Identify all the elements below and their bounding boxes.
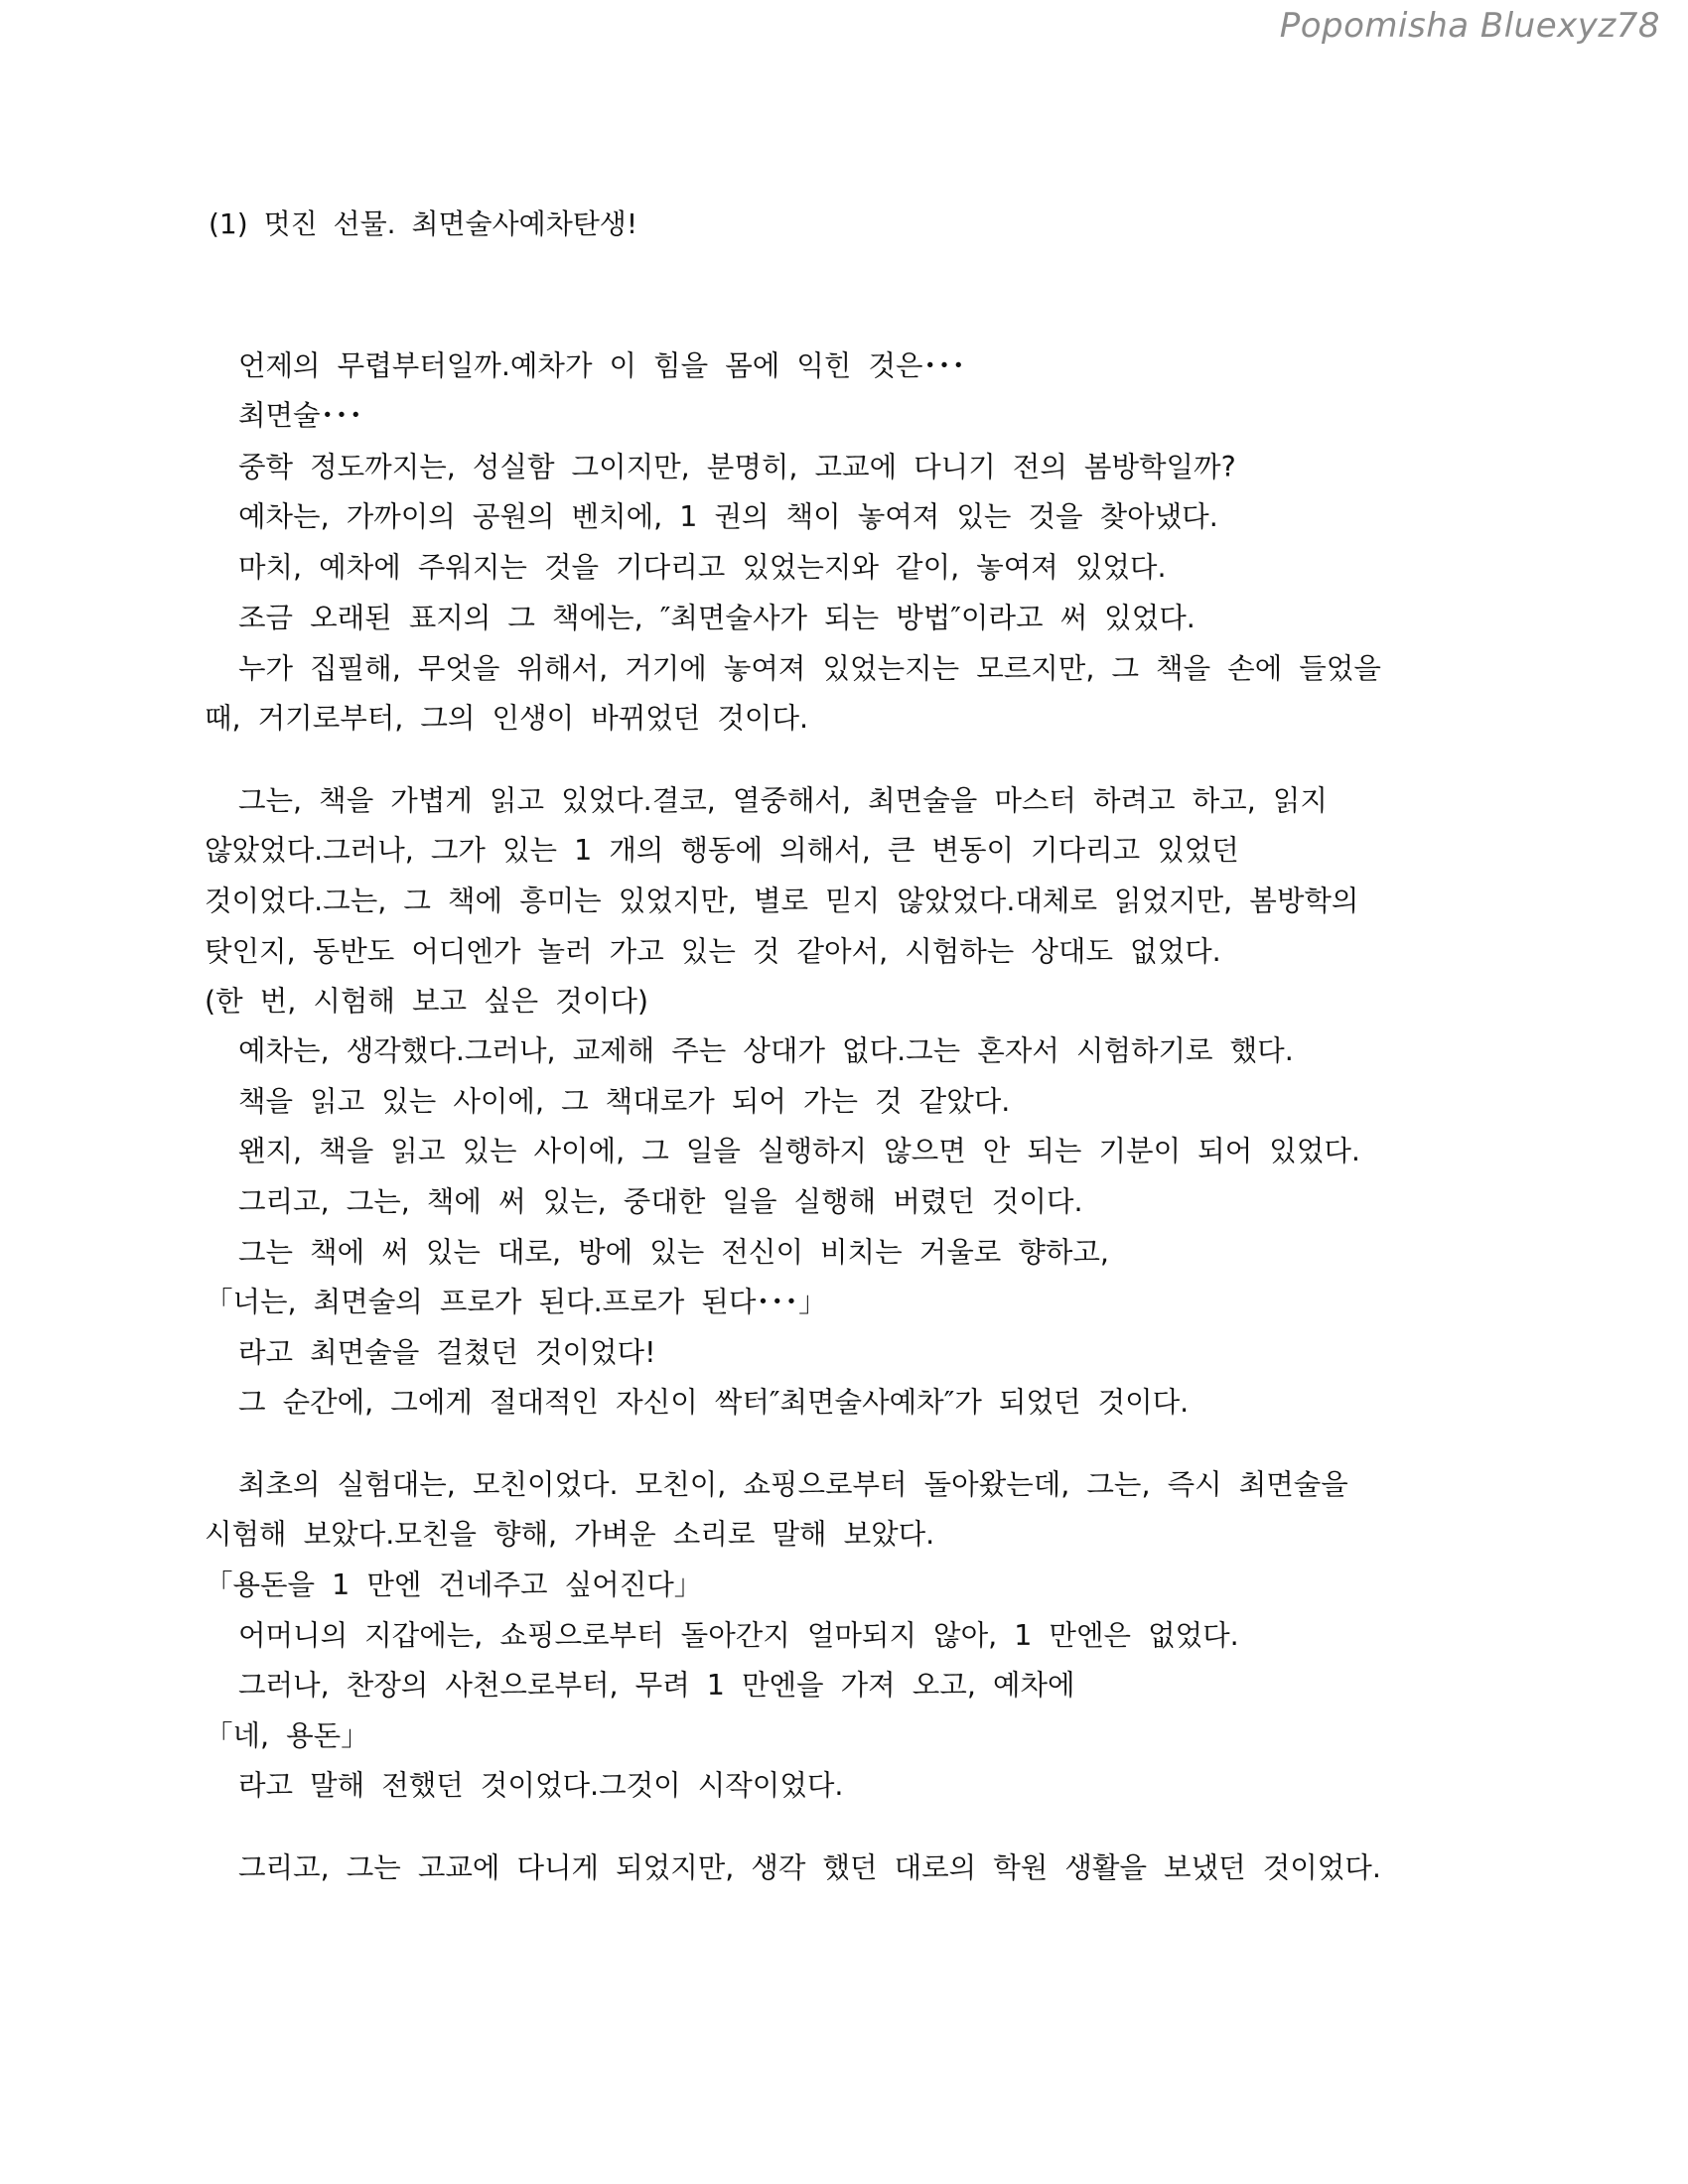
text-line: 것이었다.그는, 그 책에 흥미는 있었지만, 별로 믿지 않았었다.대체로 읽었지만, 봄방학의 bbox=[205, 885, 1359, 917]
chapter-title: (1) 멋진 선물. 최면술사예차탄생! bbox=[209, 207, 638, 240]
text-line: 탓인지, 동반도 어디엔가 놀러 가고 있는 것 같아서, 시험하는 상대도 없었다. bbox=[205, 935, 1221, 968]
text-line: 왠지, 책을 읽고 있는 사이에, 그 일을 실행하지 않으면 안 되는 기분이 되어 있었다. bbox=[238, 1135, 1360, 1167]
text-line: 누가 집필해, 무엇을 위해서, 거기에 놓여져 있었는지는 모르지만, 그 책을 손에 들었을 bbox=[238, 652, 1381, 685]
text-line: 책을 읽고 있는 사이에, 그 책대로가 되어 가는 것 같았다. bbox=[238, 1085, 1011, 1118]
text-line: 예차는, 가까이의 공원의 벤치에, 1 권의 책이 놓여져 있는 것을 찾아냈다. bbox=[238, 500, 1218, 533]
text-line: 어머니의 지갑에는, 쇼핑으로부터 돌아간지 얼마되지 않아, 1 만엔은 없었다. bbox=[238, 1619, 1239, 1652]
text-line: 최초의 실험대는, 모친이었다. 모친이, 쇼핑으로부터 돌아왔는데, 그는, 즉시 최면술을 bbox=[238, 1468, 1348, 1501]
text-line: 라고 말해 전했던 것이었다.그것이 시작이었다. bbox=[238, 1769, 844, 1802]
text-line: 중학 정도까지는, 성실함 그이지만, 분명히, 고교에 다니기 전의 봄방학일까? bbox=[238, 451, 1236, 483]
text-line: 「네, 용돈」 bbox=[205, 1719, 369, 1752]
text-line: (한 번, 시험해 보고 싶은 것이다) bbox=[205, 985, 648, 1018]
text-line: 그는 책에 써 있는 대로, 방에 있는 전신이 비치는 거울로 향하고, bbox=[238, 1236, 1109, 1269]
text-line: 그는, 책을 가볍게 읽고 있었다.결코, 열중해서, 최면술을 마스터 하려고 하고, 읽지 bbox=[238, 784, 1328, 817]
text-line: 예차는, 생각했다.그러나, 교제해 주는 상대가 없다.그는 혼자서 시험하기로 했다. bbox=[238, 1034, 1294, 1067]
text-line: 않았었다.그러나, 그가 있는 1 개의 행동에 의해서, 큰 변동이 기다리고 있었던 bbox=[205, 834, 1239, 867]
text-line: 그러나, 찬장의 사천으로부터, 무려 1 만엔을 가져 오고, 예차에 bbox=[238, 1669, 1075, 1702]
text-line: 그 순간에, 그에게 절대적인 자신이 싹터″최면술사예차″가 되었던 것이다. bbox=[238, 1386, 1190, 1419]
text-line: 마치, 예차에 주워지는 것을 기다리고 있었는지와 같이, 놓여져 있었다. bbox=[238, 551, 1167, 584]
text-line: 언제의 무렵부터일까.예차가 이 힘을 몸에 익힌 것은･･･ bbox=[238, 349, 966, 382]
text-line: 조금 오래된 표지의 그 책에는, ″최면술사가 되는 방법″이라고 써 있었다. bbox=[238, 602, 1196, 634]
watermark: Popomisha Bluexyz78 bbox=[1279, 6, 1660, 46]
text-line: 최면술･･･ bbox=[238, 399, 363, 432]
text-line: 그리고, 그는 고교에 다니게 되었지만, 생각 했던 대로의 학원 생활을 보냈던 것이었다. bbox=[238, 1851, 1381, 1884]
text-line: 그리고, 그는, 책에 써 있는, 중대한 일을 실행해 버렸던 것이다. bbox=[238, 1185, 1083, 1218]
text-line: 「너는, 최면술의 프로가 된다.프로가 된다･･･」 bbox=[205, 1286, 827, 1318]
text-line: 때, 거기로부터, 그의 인생이 바뀌었던 것이다. bbox=[205, 702, 809, 735]
text-line: 시험해 보았다.모친을 향해, 가벼운 소리로 말해 보았다. bbox=[205, 1518, 935, 1551]
text-line: 「용돈을 1 만엔 건네주고 싶어진다」 bbox=[205, 1569, 703, 1601]
text-line: 라고 최면술을 걸쳤던 것이었다! bbox=[238, 1336, 656, 1369]
